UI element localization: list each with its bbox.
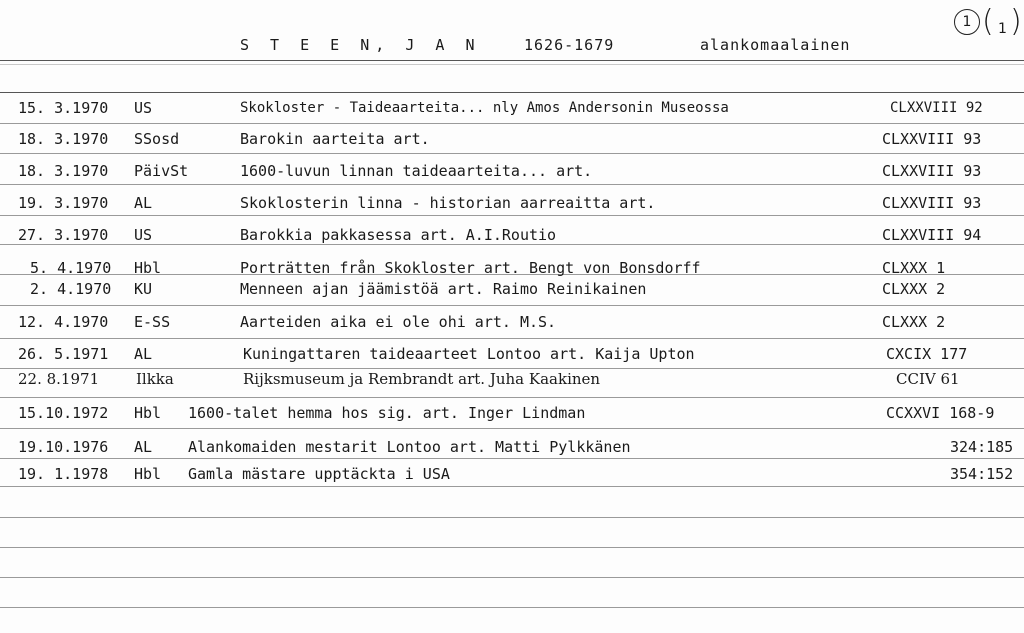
entry-title: Barokin aarteita art. [240, 130, 430, 148]
entry-source: US [134, 226, 153, 244]
entry-title: Skokloster - Taideaarteita... nly Amos Andersonin Museossa [240, 100, 729, 116]
entry-date: 26. 5.1971 [18, 345, 109, 363]
entry-source: AL [134, 194, 153, 212]
entry-title: Porträtten från Skokloster art. Bengt von Bonsdorff [240, 259, 701, 277]
entry-date: 2. 4.1970 [30, 280, 112, 298]
row-rule [0, 577, 1024, 578]
header-rule-faint [0, 64, 1024, 65]
entry-source: Hbl [134, 465, 162, 483]
entry-row [0, 99, 1024, 119]
entry-source: Ilkka [136, 370, 174, 388]
row-rule [0, 517, 1024, 518]
row-rule [0, 486, 1024, 487]
row-rule [0, 458, 1024, 459]
card-number-paren-open-icon: ( [982, 4, 994, 39]
artist-name: S T E E N, J A N [240, 36, 481, 54]
entry-title: Alankomaiden mestarit Lontoo art. Matti Pylkkänen [188, 438, 631, 456]
entry-source: E-SS [134, 313, 171, 331]
entry-ref: CXCIX 177 [886, 345, 968, 363]
entry-source: Hbl [134, 404, 162, 422]
entry-ref: 354:152 [950, 465, 1014, 483]
row-rule [0, 368, 1024, 369]
entry-date: 18. 3.1970 [18, 162, 109, 180]
entry-title: Menneen ajan jäämistöä art. Raimo Reinikainen [240, 280, 647, 298]
row-rule [0, 397, 1024, 398]
entry-ref: CLXXX 1 [882, 259, 946, 277]
card-number-secondary: 1 [998, 21, 1007, 37]
entry-date: 15.10.1972 [18, 404, 109, 422]
entry-row [0, 345, 1024, 365]
entry-source: AL [134, 438, 153, 456]
entry-date: 5. 4.1970 [30, 259, 112, 277]
entry-ref: CLXXVIII 92 [890, 100, 983, 116]
row-rule [0, 153, 1024, 154]
entry-row [0, 194, 1024, 214]
entry-date: 19. 3.1970 [18, 194, 109, 212]
card-number-circle: 1 [954, 9, 980, 35]
entry-title: 1600-luvun linnan taideaarteita... art. [240, 162, 593, 180]
artist-years: 1626-1679 [524, 36, 615, 54]
row-rule [0, 215, 1024, 216]
row-rule [0, 338, 1024, 339]
entry-date: 22. 8.1971 [18, 370, 100, 388]
entry-source: US [134, 99, 153, 117]
artist-nationality: alankomaalainen [700, 36, 851, 54]
entry-row [0, 226, 1024, 246]
row-rule [0, 547, 1024, 548]
row-rule [0, 305, 1024, 306]
entry-source: PäivSt [134, 162, 189, 180]
entry-date: 27. 3.1970 [18, 226, 109, 244]
entry-date: 18. 3.1970 [18, 130, 109, 148]
entry-title: Rijksmuseum ja Rembrandt art. Juha Kaakinen [243, 370, 601, 388]
entry-row [0, 404, 1024, 424]
entry-ref: CLXXVIII 93 [882, 162, 982, 180]
entry-row [0, 465, 1024, 485]
entry-date: 12. 4.1970 [18, 313, 109, 331]
entry-source: Hbl [134, 259, 162, 277]
entry-row [0, 162, 1024, 182]
entry-ref: CLXXX 2 [882, 313, 946, 331]
entry-source: AL [134, 345, 153, 363]
entry-source: KU [134, 280, 153, 298]
entry-ref: CLXXVIII 93 [882, 194, 982, 212]
row-rule [0, 184, 1024, 185]
entry-title: Barokkia pakkasessa art. A.I.Routio [240, 226, 557, 244]
row-rule [0, 428, 1024, 429]
row-rule [0, 123, 1024, 124]
entry-title: Gamla mästare upptäckta i USA [188, 465, 450, 483]
entry-date: 19.10.1976 [18, 438, 109, 456]
entry-date: 15. 3.1970 [18, 99, 109, 117]
entry-title: Kuningattaren taideaarteet Lontoo art. Kaija Upton [243, 345, 695, 363]
entry-title: Aarteiden aika ei ole ohi art. M.S. [240, 313, 557, 331]
entry-ref: CCXXVI 168-9 [886, 404, 995, 422]
entry-ref: CCIV 61 [896, 370, 960, 388]
header-rule [0, 60, 1024, 61]
entry-source: SSosd [134, 130, 180, 148]
card-number-paren-close-icon: ) [1010, 4, 1022, 39]
entry-ref: CLXXVIII 94 [882, 226, 982, 244]
entry-row [0, 259, 1024, 279]
entry-row [0, 130, 1024, 150]
entry-date: 19. 1.1978 [18, 465, 109, 483]
entry-ref: 324:185 [950, 438, 1014, 456]
entry-row [0, 438, 1024, 458]
row-rule [0, 607, 1024, 608]
entry-row [0, 313, 1024, 333]
entry-row [0, 370, 1024, 390]
entry-row [0, 280, 1024, 300]
entry-ref: CLXXX 2 [882, 280, 946, 298]
entry-ref: CLXXVIII 93 [882, 130, 982, 148]
header-rule-lower [0, 92, 1024, 93]
entry-title: 1600-talet hemma hos sig. art. Inger Lindman [188, 404, 586, 422]
entry-title: Skoklosterin linna - historian aarreaitta art. [240, 194, 656, 212]
